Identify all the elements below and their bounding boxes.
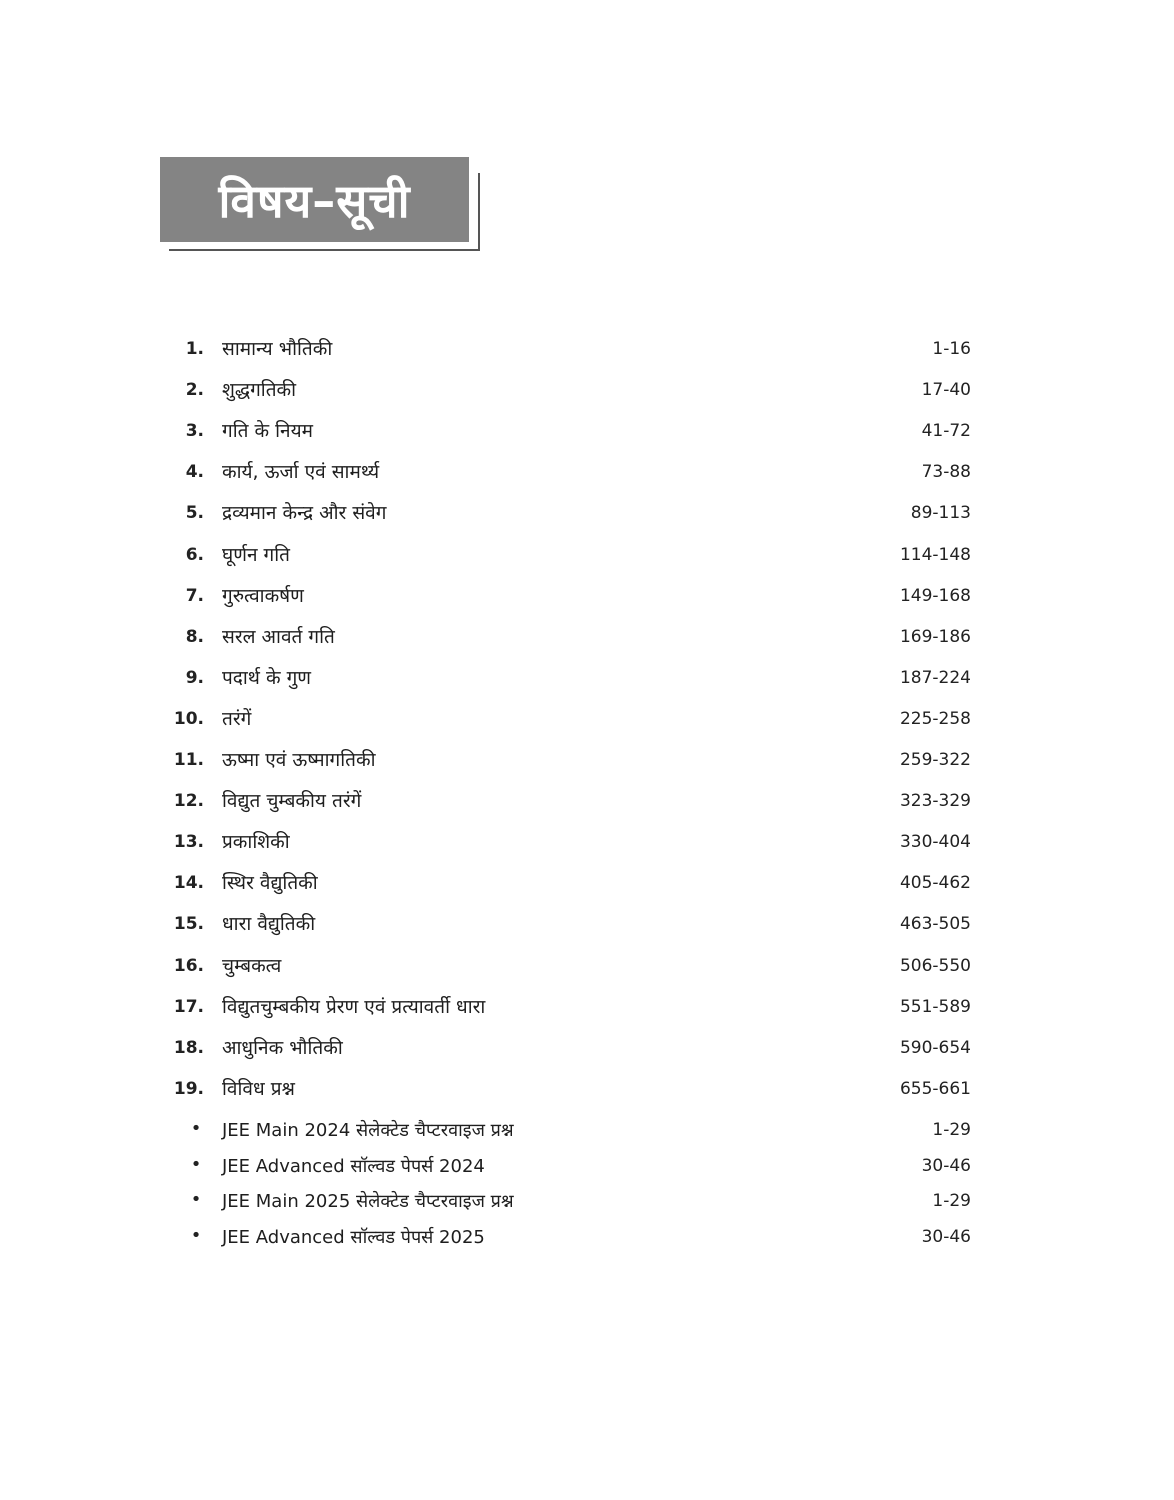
page-range: 169-186	[899, 626, 971, 647]
chapter-number: 9.	[185, 667, 204, 688]
page-range: 590-654	[899, 1037, 971, 1058]
chapter-number: 3.	[185, 421, 204, 442]
toc-row[interactable]	[0, 413, 1174, 449]
toc-extra-row[interactable]	[0, 1148, 1174, 1184]
page-range: 1-29	[932, 1191, 971, 1212]
chapter-number: 4.	[185, 462, 204, 483]
extra-title: JEE Advanced सॉल्वड पेपर्स 2024	[222, 1155, 485, 1177]
chapter-number: 18.	[173, 1037, 204, 1058]
chapter-title: घूर्णन गति	[222, 543, 290, 566]
bullet-icon: •	[190, 1153, 202, 1175]
chapter-title: विविध प्रश्न	[222, 1077, 295, 1100]
toc-row[interactable]	[0, 1071, 1174, 1107]
bullet-icon: •	[190, 1224, 202, 1246]
chapter-title: शुद्धगतिकी	[222, 379, 297, 402]
toc-extra-row[interactable]	[0, 1183, 1174, 1219]
chapter-number: 2.	[185, 380, 204, 401]
chapter-title: तरंगें	[222, 707, 252, 730]
chapter-title: गति के नियम	[222, 420, 313, 443]
toc-extra-row[interactable]	[0, 1112, 1174, 1148]
page-range: 30-46	[921, 1226, 971, 1247]
chapter-number: 7.	[185, 585, 204, 606]
toc-row[interactable]	[0, 331, 1174, 367]
chapter-number: 15.	[173, 914, 204, 935]
heading-box	[160, 157, 469, 242]
chapter-title: विद्युत चुम्बकीय तरंगें	[222, 790, 362, 813]
chapter-title: ऊष्मा एवं ऊष्मागतिकी	[222, 749, 376, 771]
extra-title: JEE Advanced सॉल्वड पेपर्स 2025	[222, 1226, 485, 1248]
chapter-number: 13.	[173, 832, 204, 853]
toc-row[interactable]	[0, 495, 1174, 531]
page-range: 187-224	[899, 667, 971, 688]
extra-title: JEE Main 2025 सेलेक्टेड चैप्टरवाइज प्रश्न	[222, 1191, 514, 1213]
toc-row[interactable]	[0, 742, 1174, 778]
toc-row[interactable]	[0, 537, 1174, 573]
chapter-title: गुरुत्वाकर्षण	[222, 584, 304, 607]
chapter-title: सामान्य भौतिकी	[222, 338, 333, 360]
chapter-title: स्थिर वैद्युतिकी	[222, 872, 318, 895]
toc-row[interactable]	[0, 454, 1174, 490]
chapter-title: द्रव्यमान केन्द्र और संवेग	[222, 502, 387, 525]
chapter-number: 14.	[173, 873, 204, 894]
toc-row[interactable]	[0, 578, 1174, 614]
chapter-number: 1.	[185, 339, 204, 359]
chapter-title: धारा वैद्युतिकी	[222, 913, 316, 936]
page-range: 114-148	[899, 544, 971, 565]
page-range: 551-589	[899, 996, 971, 1017]
toc-row[interactable]	[0, 1030, 1174, 1066]
chapter-title: विद्युतचुम्बकीय प्रेरण एवं प्रत्यावर्ती धारा	[222, 995, 486, 1018]
toc-row[interactable]	[0, 824, 1174, 860]
chapter-number: 8.	[185, 626, 204, 647]
page-range: 259-322	[899, 750, 971, 770]
toc-row[interactable]	[0, 783, 1174, 819]
page-range: 1-29	[932, 1120, 971, 1140]
chapter-number: 10.	[173, 708, 204, 729]
toc-row[interactable]	[0, 660, 1174, 696]
toc-extra-row[interactable]	[0, 1219, 1174, 1255]
page-range: 463-505	[899, 914, 971, 935]
toc-row[interactable]	[0, 906, 1174, 942]
page-range: 149-168	[899, 585, 971, 606]
page-range: 73-88	[921, 462, 971, 483]
toc-row[interactable]	[0, 948, 1174, 984]
page-range: 89-113	[910, 503, 971, 524]
chapter-number: 6.	[185, 544, 204, 565]
page-range: 323-329	[899, 791, 971, 812]
page-title: विषय–सूची	[218, 173, 411, 228]
page-range: 17-40	[921, 380, 971, 401]
chapter-number: 12.	[173, 791, 204, 812]
page-range: 330-404	[899, 832, 971, 853]
page-range: 41-72	[921, 421, 971, 442]
page-range: 225-258	[899, 708, 971, 729]
bullet-icon: •	[190, 1189, 202, 1211]
page-range: 655-661	[899, 1078, 971, 1099]
chapter-title: पदार्थ के गुण	[222, 666, 312, 689]
chapter-title: सरल आवर्त गति	[222, 625, 335, 648]
page-range: 405-462	[899, 873, 971, 894]
toc-row[interactable]	[0, 989, 1174, 1025]
extra-title: JEE Main 2024 सेलेक्टेड चैप्टरवाइज प्रश्न	[222, 1120, 514, 1141]
toc-row[interactable]	[0, 619, 1174, 655]
chapter-number: 19.	[173, 1078, 204, 1099]
contents-heading-block	[160, 157, 480, 251]
toc-row[interactable]	[0, 865, 1174, 901]
toc-row[interactable]	[0, 372, 1174, 408]
chapter-title: आधुनिक भौतिकी	[222, 1036, 343, 1059]
chapter-number: 16.	[173, 955, 204, 976]
chapter-title: कार्य, ऊर्जा एवं सामर्थ्य	[222, 461, 380, 484]
chapter-number: 11.	[173, 750, 204, 770]
bullet-icon: •	[190, 1118, 202, 1139]
chapter-title: प्रकाशिकी	[222, 831, 290, 854]
chapter-number: 5.	[185, 503, 204, 524]
page-range: 30-46	[921, 1155, 971, 1176]
toc-row[interactable]	[0, 701, 1174, 737]
chapter-number: 17.	[173, 996, 204, 1017]
page-range: 506-550	[899, 955, 971, 976]
chapter-title: चुम्बकत्व	[222, 954, 282, 977]
page-range: 1-16	[932, 339, 971, 359]
